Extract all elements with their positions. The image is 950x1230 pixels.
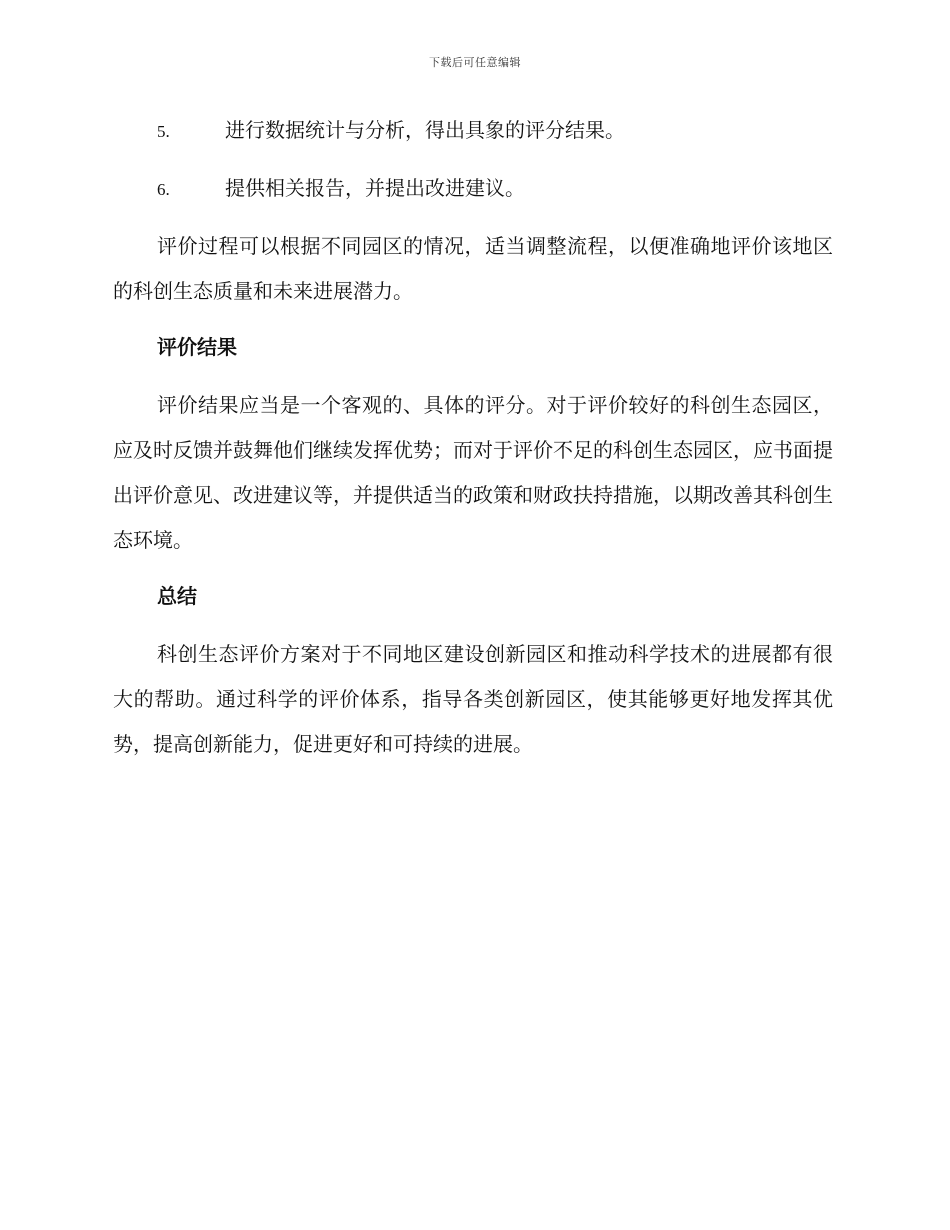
list-item-number: 5. [157, 122, 170, 141]
list-item-text: 提供相关报告，并提出改进建议。 [225, 176, 525, 200]
list-item-number: 6. [157, 180, 170, 199]
list-item-text: 进行数据统计与分析，得出具象的评分结果。 [225, 118, 625, 142]
results-heading: 评价结果 [157, 335, 237, 359]
list-item [113, 108, 833, 152]
process-paragraph: 评价过程可以根据不同园区的情况，适当调整流程，以便准确地评价该地区的科创生态质量和未来进展潜力。 [113, 234, 833, 303]
summary-heading: 总结 [157, 584, 197, 608]
document-body [113, 108, 833, 767]
list-item [113, 166, 833, 210]
summary-paragraph: 科创生态评价方案对于不同地区建设创新园区和推动科学技术的进展都有很大的帮助。通过科学的评价体系，指导各类创新园区，使其能够更好地发挥其优势，提高创新能力，促进更好和可持续的进展。 [113, 642, 833, 756]
results-paragraph: 评价结果应当是一个客观的、具体的评分。对于评价较好的科创生态园区，应及时反馈并鼓舞他们继续发挥优势；而对于评价不足的科创生态园区，应书面提出评价意见、改进建议等，并提供适当的政策和财政扶持措施，以期改善其科创生态环境。 [113, 393, 833, 552]
header-note: 下载后可任意编辑 [429, 56, 521, 69]
